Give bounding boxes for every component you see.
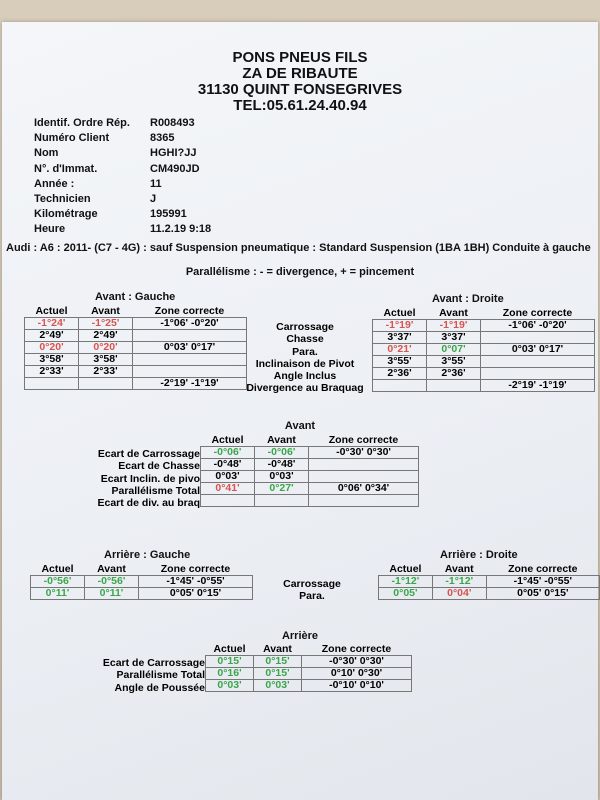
cell-avant: 3°55' <box>427 356 481 368</box>
cell-zone: -1°06' -0°20' <box>481 320 595 332</box>
cell-zone: -0°30' 0°30' <box>309 447 419 459</box>
column-header-actuel: Actuel <box>31 564 85 576</box>
table-row <box>201 447 419 459</box>
cell-actuel: 0°20' <box>25 342 79 354</box>
rear-axle-title: Arrière <box>281 630 319 642</box>
table-row <box>201 471 419 483</box>
table-row <box>201 483 419 495</box>
cell-actuel <box>373 380 427 392</box>
cell-actuel: 2°49' <box>25 330 79 342</box>
company-address-1: ZA DE RIBAUTE <box>242 65 358 82</box>
row-label: Inclinaison de Pivot <box>255 357 355 370</box>
cell-avant: 0°15' <box>254 668 302 680</box>
table-row <box>206 656 412 668</box>
cell-actuel: 0°16' <box>206 668 254 680</box>
table-row <box>379 588 600 600</box>
info-value: J <box>150 193 157 205</box>
cell-avant <box>79 378 133 390</box>
front-axle-title: Avant <box>284 420 316 432</box>
column-header-avant: Avant <box>255 435 309 447</box>
info-value: 195991 <box>150 208 187 221</box>
front-left-title: Avant : Gauche <box>95 291 176 303</box>
column-header-actuel: Actuel <box>379 564 433 576</box>
cell-zone: -1°45' -0°55' <box>486 576 599 588</box>
rear-axle-table <box>205 644 412 692</box>
info-label: Numéro Client <box>34 132 110 145</box>
cell-avant: -1°25' <box>79 318 133 330</box>
info-value: CM490JD <box>150 162 200 175</box>
cell-zone: -1°06' -0°20' <box>133 318 247 330</box>
cell-avant: 2°36' <box>427 368 481 380</box>
cell-zone <box>481 356 595 368</box>
info-label: Kilométrage <box>34 208 98 221</box>
column-header-zone: Zone correcte <box>302 644 412 656</box>
cell-avant <box>427 380 481 392</box>
column-header-avant: Avant <box>427 308 481 320</box>
column-header-zone: Zone correcte <box>486 564 599 576</box>
table-row <box>201 495 419 507</box>
column-header-zone: Zone correcte <box>133 306 247 318</box>
cell-actuel: -1°24' <box>25 318 79 330</box>
rear-left-table <box>30 564 253 600</box>
cell-actuel: 0°03' <box>206 680 254 692</box>
info-label: Année : <box>34 177 75 190</box>
cell-actuel: 3°58' <box>25 354 79 366</box>
cell-actuel <box>25 378 79 390</box>
info-label: Nom <box>34 147 59 160</box>
cell-zone: -2°19' -1°19' <box>133 378 247 390</box>
cell-zone: -1°45' -0°55' <box>139 576 253 588</box>
cell-avant: 0°04' <box>432 588 486 600</box>
table-row <box>373 356 595 368</box>
cell-avant: -1°19' <box>427 320 481 332</box>
row-label: Ecart de div. au braq <box>97 497 200 510</box>
column-header-actuel: Actuel <box>373 308 427 320</box>
row-label: Ecart de Chasse <box>118 460 200 473</box>
table-row <box>373 344 595 356</box>
cell-zone: 0°06' 0°34' <box>309 483 419 495</box>
cell-zone: 0°05' 0°15' <box>139 588 253 600</box>
cell-zone: -0°30' 0°30' <box>302 656 412 668</box>
cell-actuel: -1°19' <box>373 320 427 332</box>
table-row <box>25 378 247 390</box>
cell-avant: -1°12' <box>432 576 486 588</box>
cell-actuel: -0°48' <box>201 459 255 471</box>
cell-zone <box>133 354 247 366</box>
cell-zone: 0°03' 0°17' <box>133 342 247 354</box>
cell-actuel <box>201 495 255 507</box>
rear-right-table <box>378 564 600 600</box>
table-row <box>31 588 253 600</box>
cell-zone: -0°10' 0°10' <box>302 680 412 692</box>
table-row <box>373 332 595 344</box>
cell-avant: 0°15' <box>254 656 302 668</box>
column-header-zone: Zone correcte <box>309 435 419 447</box>
info-value: HGHI?JJ <box>150 147 197 160</box>
info-value: 8365 <box>150 132 175 145</box>
cell-avant: 2°33' <box>79 366 133 378</box>
cell-avant: -0°48' <box>255 459 309 471</box>
info-label: Technicien <box>34 193 91 205</box>
cell-avant: 0°27' <box>255 483 309 495</box>
company-address-2: 31130 QUINT FONSEGRIVES <box>197 81 403 98</box>
column-header-avant: Avant <box>85 564 139 576</box>
info-label: N°. d'Immat. <box>34 162 98 175</box>
cell-actuel: -1°12' <box>379 576 433 588</box>
table-row <box>373 368 595 380</box>
front-axle-table <box>200 435 419 507</box>
cell-actuel: 2°33' <box>25 366 79 378</box>
front-left-table <box>24 306 247 390</box>
row-label: Para. <box>292 345 318 358</box>
table-row <box>31 576 253 588</box>
info-value: 11 <box>150 177 162 190</box>
row-label: Ecart de Carrossage <box>102 657 205 669</box>
table-row <box>25 354 247 366</box>
row-label: Angle Inclus <box>273 370 337 383</box>
cell-actuel: 3°55' <box>373 356 427 368</box>
cell-avant: -0°56' <box>85 576 139 588</box>
cell-zone <box>481 332 595 344</box>
cell-actuel: -0°56' <box>31 576 85 588</box>
cell-avant: 0°03' <box>254 680 302 692</box>
column-header-actuel: Actuel <box>201 435 255 447</box>
row-label: Divergence au Braquag <box>246 382 364 395</box>
info-value: R008493 <box>150 117 195 129</box>
vehicle-description: Audi : A6 : 2011- (C7 - 4G) : sauf Suspension pneumatique : Standard Suspension (1BA 1BH) Conduite à gauche <box>6 242 591 254</box>
table-row <box>201 459 419 471</box>
table-row <box>206 680 412 692</box>
cell-actuel: 0°05' <box>379 588 433 600</box>
info-label: Identif. Ordre Rép. <box>34 117 130 129</box>
table-row <box>25 330 247 342</box>
cell-zone <box>133 366 247 378</box>
cell-actuel: 0°03' <box>201 471 255 483</box>
table-row <box>25 342 247 354</box>
cell-avant: 0°07' <box>427 344 481 356</box>
row-label: Chasse <box>286 333 324 346</box>
column-header-actuel: Actuel <box>25 306 79 318</box>
table-row <box>25 318 247 330</box>
info-label: Heure <box>34 223 66 236</box>
table-row <box>379 576 600 588</box>
cell-zone <box>309 459 419 471</box>
rear-left-title: Arrière : Gauche <box>104 549 191 561</box>
cell-actuel: -0°06' <box>201 447 255 459</box>
company-phone: TEL:05.61.24.40.94 <box>233 97 367 114</box>
front-right-table <box>372 308 595 392</box>
rear-labels <box>246 578 378 603</box>
cell-zone: 0°05' 0°15' <box>486 588 599 600</box>
table-row <box>25 366 247 378</box>
cell-zone: 0°10' 0°30' <box>302 668 412 680</box>
cell-actuel: 0°21' <box>373 344 427 356</box>
row-label: Ecart de Carrossage <box>97 448 200 460</box>
row-label: Parallélisme Total <box>111 484 200 497</box>
column-header-avant: Avant <box>79 306 133 318</box>
row-label: Angle de Poussée <box>114 681 205 694</box>
column-header-avant: Avant <box>254 644 302 656</box>
cell-zone <box>133 330 247 342</box>
company-name: PONS PNEUS FILS <box>232 49 368 66</box>
cell-zone <box>309 495 419 507</box>
cell-avant: 3°58' <box>79 354 133 366</box>
cell-avant <box>255 495 309 507</box>
row-label: Ecart Inclin. de pivo <box>100 472 200 485</box>
cell-actuel: 2°36' <box>373 368 427 380</box>
column-header-actuel: Actuel <box>206 644 254 656</box>
cell-avant: 0°20' <box>79 342 133 354</box>
row-label: Carrossage <box>283 578 341 590</box>
cell-avant: 0°11' <box>85 588 139 600</box>
cell-actuel: 0°11' <box>31 588 85 600</box>
cell-zone: 0°03' 0°17' <box>481 344 595 356</box>
row-label: Para. <box>299 590 325 603</box>
front-axle-labels <box>60 448 200 509</box>
cell-actuel: 3°37' <box>373 332 427 344</box>
table-row <box>373 380 595 392</box>
row-label: Carrossage <box>276 321 334 333</box>
column-header-zone: Zone correcte <box>481 308 595 320</box>
cell-actuel: 0°15' <box>206 656 254 668</box>
rear-axle-labels <box>60 657 205 694</box>
cell-avant: 0°03' <box>255 471 309 483</box>
parallelism-note: Parallélisme : - = divergence, + = pincement <box>185 266 415 278</box>
front-labels <box>238 321 372 395</box>
row-label: Parallélisme Total <box>116 669 205 682</box>
rear-right-title: Arrière : Droite <box>440 549 518 561</box>
info-value: 11.2.19 9:18 <box>150 223 212 236</box>
cell-zone <box>481 368 595 380</box>
table-row <box>373 320 595 332</box>
cell-avant: 2°49' <box>79 330 133 342</box>
cell-avant: -0°06' <box>255 447 309 459</box>
front-right-title: Avant : Droite <box>432 293 504 305</box>
cell-zone: -2°19' -1°19' <box>481 380 595 392</box>
cell-avant: 3°37' <box>427 332 481 344</box>
table-row <box>206 668 412 680</box>
column-header-zone: Zone correcte <box>139 564 253 576</box>
column-header-avant: Avant <box>432 564 486 576</box>
cell-zone <box>309 471 419 483</box>
cell-actuel: 0°41' <box>201 483 255 495</box>
